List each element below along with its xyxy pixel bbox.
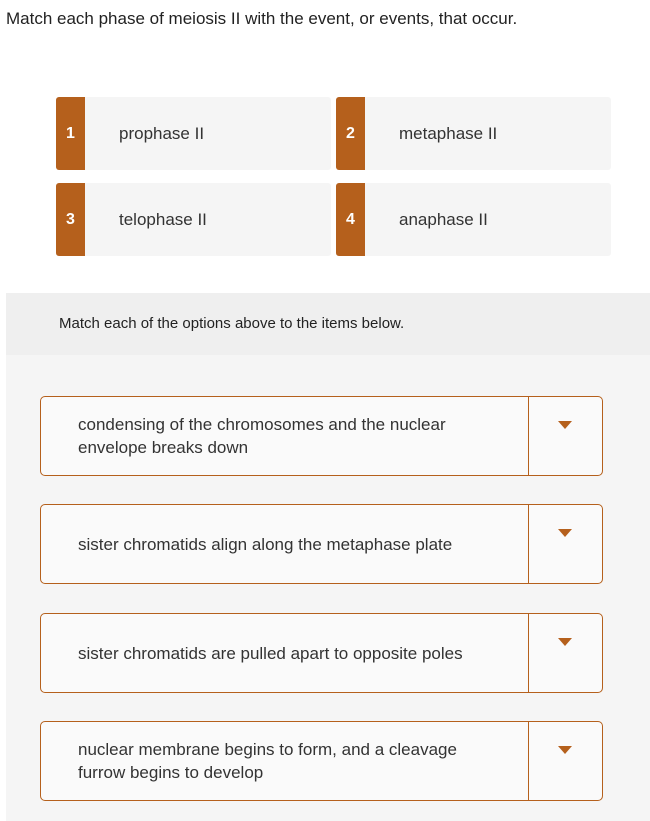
option-number-badge: 4 [336, 183, 365, 256]
match-dropdown[interactable] [528, 397, 602, 475]
option-label: anaphase II [399, 209, 488, 229]
match-dropdown[interactable] [528, 614, 602, 692]
instruction-bar [6, 293, 650, 355]
option-label: prophase II [119, 123, 205, 143]
caret-down-icon [558, 746, 572, 754]
option-label: telophase II [119, 209, 207, 229]
match-item-text: sister chromatids are pulled apart to opposite poles [78, 643, 463, 663]
match-item-text: sister chromatids align along the metaphase plate [78, 534, 453, 554]
option-number-badge: 3 [56, 183, 85, 256]
match-dropdown[interactable] [528, 505, 602, 583]
option-number-badge: 1 [56, 97, 85, 170]
instruction-text: Match each of the options above to the items below. [59, 315, 405, 332]
match-item-1 [40, 396, 603, 476]
match-item-text: condensing of the chromosomes and the nuclear envelope breaks down [78, 415, 446, 457]
match-item-3 [40, 613, 603, 693]
option-card-4[interactable] [336, 183, 611, 256]
caret-down-icon [558, 638, 572, 646]
option-card-3[interactable] [56, 183, 331, 256]
caret-down-icon [558, 529, 572, 537]
match-item-2 [40, 504, 603, 584]
caret-down-icon [558, 421, 572, 429]
match-item-text: nuclear membrane begins to form, and a cleavage furrow begins to develop [78, 740, 457, 782]
option-card-2[interactable] [336, 97, 611, 170]
match-dropdown[interactable] [528, 722, 602, 800]
match-item-4 [40, 721, 603, 801]
match-area [6, 355, 650, 821]
question-prompt: Match each phase of meiosis II with the event, or events, that occur. [6, 9, 518, 28]
option-number-badge: 2 [336, 97, 365, 170]
option-label: metaphase II [399, 123, 498, 143]
option-card-1[interactable] [56, 97, 331, 170]
